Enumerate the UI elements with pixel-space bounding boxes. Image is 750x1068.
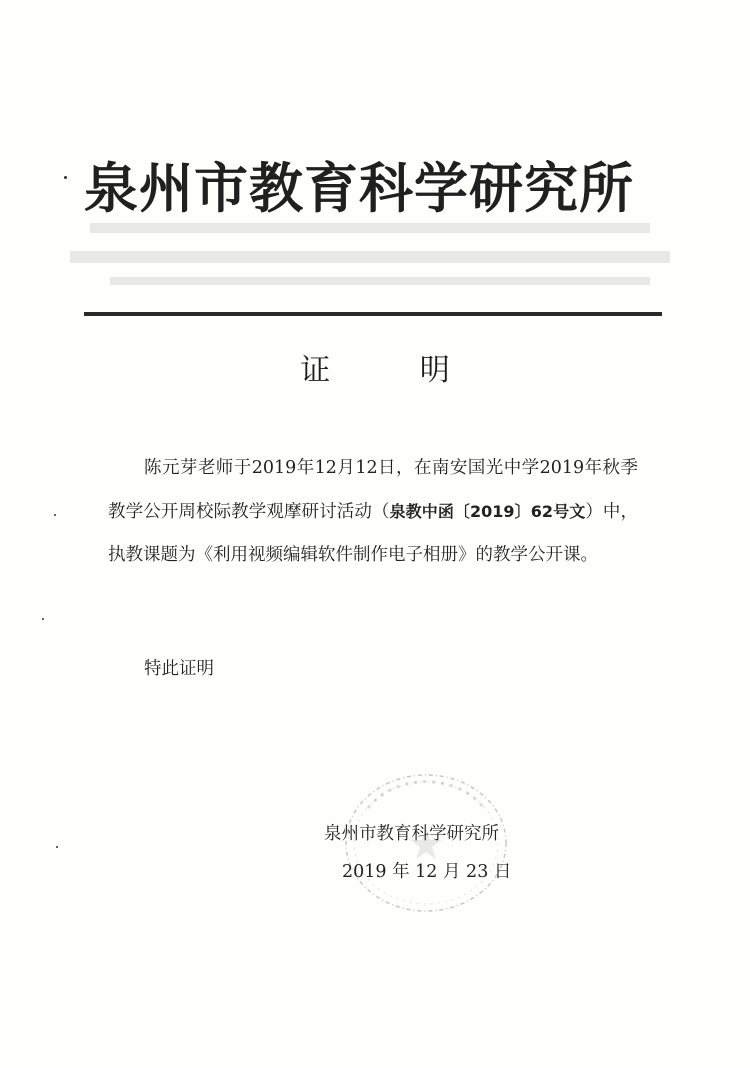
body-text-part2: ）中，执教课题为《利用视频编辑软件制作电子相册》的教学公开课。 bbox=[108, 502, 639, 565]
signature-date: 2019 年 12 月 23 日 bbox=[342, 862, 512, 882]
signature-organization: 泉州市教育科学研究所 bbox=[324, 824, 499, 844]
scan-speck bbox=[42, 618, 44, 620]
letterhead-divider bbox=[84, 312, 662, 316]
body-text-part1: 陈元芽老师于2019年12月12日，在南安国光中学2019年秋季教学公开周校际教学观摩研讨活动（ bbox=[108, 458, 638, 522]
scan-speck bbox=[64, 176, 67, 179]
document-title: 证 明 bbox=[300, 353, 490, 388]
letterhead-title: 泉州市教育科学研究所 bbox=[84, 157, 634, 220]
closing-text: 特此证明 bbox=[144, 659, 214, 679]
document-body bbox=[108, 447, 638, 577]
scan-speck bbox=[54, 514, 56, 516]
scan-speck bbox=[56, 846, 58, 848]
document-reference-number: 泉教中函〔2019〕62号文 bbox=[389, 502, 586, 521]
